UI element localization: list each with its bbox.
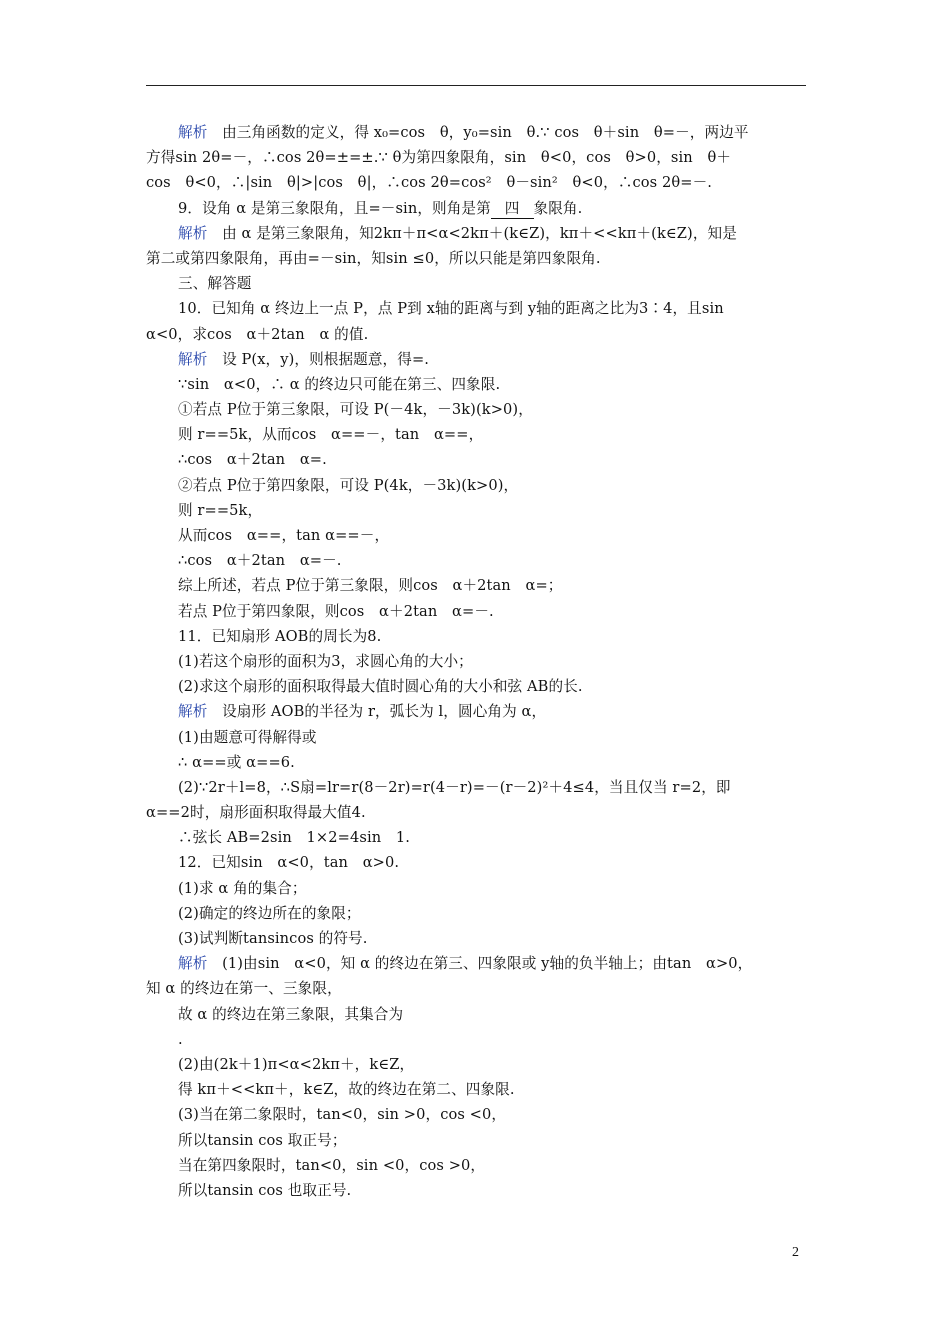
line-text: 10．已知角 α 终边上一点 P，点 P到 x轴的距离与到 y轴的距离之比为3∶4，且sin xyxy=(178,300,724,318)
text-line xyxy=(146,825,806,850)
line-text: (2)∵2r＋l=8，∴S扇=lr=r(8－2r)=r(4－r)=－(r－2)²＋4≤4，当且仅当 r=2，即 xyxy=(178,778,731,796)
header-rule xyxy=(146,85,806,86)
line-text: (3)试判断tansincos 的符号. xyxy=(178,930,368,947)
text-line xyxy=(146,447,806,472)
jiexi-label: 解析 xyxy=(178,224,208,242)
text-line xyxy=(146,750,806,775)
text-line xyxy=(146,725,806,750)
text-line xyxy=(146,1102,806,1127)
line-text: 三、解答题 xyxy=(178,275,252,293)
line-text: 所以tansin cos 也取正号. xyxy=(178,1181,352,1199)
text-line xyxy=(146,347,806,372)
line-text: 知 α 的终边在第一、三象限， xyxy=(146,980,342,998)
text-line xyxy=(146,548,806,573)
line-text: 由 α 是第三象限角，知2kπ＋π<α<2kπ＋(k∈Z)，kπ＋<<kπ＋(k∈Z)，知是 xyxy=(207,224,737,242)
line-text: (1)由sin α<0，知 α 的终边在第三、四象限或 y轴的负半轴上；由tan α>0， xyxy=(207,955,753,973)
text-line xyxy=(146,170,806,195)
jiexi-label: 解析 xyxy=(178,124,208,141)
text-line xyxy=(146,523,806,548)
line-text: 当在第四象限时，tan<0，sin <0，cos >0， xyxy=(178,1156,486,1174)
text-line xyxy=(146,271,806,296)
text-line xyxy=(146,145,806,170)
line-text: (1)求 α 角的集合； xyxy=(178,879,307,897)
line-text: (2)求这个扇形的面积取得最大值时圆心角的大小和弦 AB的长. xyxy=(178,678,583,696)
text-line xyxy=(146,800,806,825)
line-text: 所以tansin cos 取正号； xyxy=(178,1131,347,1149)
text-line xyxy=(146,951,806,976)
line-text: α==2时，扇形面积取得最大值4. xyxy=(146,804,366,822)
text-line xyxy=(146,397,806,422)
text-line xyxy=(146,674,806,699)
text-line xyxy=(146,498,806,523)
line-text: ②若点 P位于第四象限，可设 P(4k，－3k)(k>0)， xyxy=(178,476,519,494)
text-line xyxy=(146,120,806,145)
line-text: (2)由(2k＋1)π<α<2kπ＋，k∈Z， xyxy=(178,1055,415,1073)
line-text: ∴ α==或 α==6. xyxy=(178,753,295,771)
line-text: 若点 P位于第四象限，则cos α＋2tan α=－. xyxy=(178,602,494,620)
answer-blank: 四 xyxy=(491,200,534,219)
line-text: α<0，求cos α＋2tan α 的值. xyxy=(146,325,369,343)
text-line xyxy=(146,1002,806,1027)
text-line xyxy=(146,573,806,598)
text-line xyxy=(146,850,806,875)
text-line xyxy=(146,599,806,624)
line-text: 11．已知扇形 AOB的周长为8. xyxy=(178,627,382,645)
line-text: cos θ<0，∴|sin θ|>|cos θ|，∴cos 2θ=cos² θ－sin² θ<0，∴cos 2θ=－. xyxy=(146,174,713,192)
text-line xyxy=(146,1128,806,1153)
line-text-after: 象限角. xyxy=(533,199,583,217)
text-line xyxy=(146,926,806,951)
line-text: (1)由题意可得解得或 xyxy=(178,728,317,746)
page-number: 2 xyxy=(792,1245,799,1260)
jiexi-label: 解析 xyxy=(178,703,208,721)
text-line xyxy=(146,1027,806,1052)
text-line xyxy=(146,221,806,246)
line-text: (3)当在第二象限时，tan<0，sin >0，cos <0， xyxy=(178,1106,507,1124)
text-line xyxy=(146,196,806,221)
line-text: 综上所述，若点 P位于第三象限，则cos α＋2tan α=； xyxy=(178,577,563,595)
text-line xyxy=(146,649,806,674)
text-line xyxy=(146,775,806,800)
text-line xyxy=(146,473,806,498)
line-text: 从而cos α==，tan α==－， xyxy=(178,527,390,544)
text-line xyxy=(146,901,806,926)
text-line xyxy=(146,322,806,347)
line-text: ①若点 P位于第三象限，可设 P(－4k，－3k)(k>0)， xyxy=(178,401,533,419)
line-text: (2)确定的终边所在的象限； xyxy=(178,904,361,922)
line-text: ∴cos α＋2tan α=－. xyxy=(178,552,342,570)
text-line xyxy=(146,422,806,447)
text-line xyxy=(146,246,806,271)
line-text: ∴弦长 AB=2sin 1×2=4sin 1. xyxy=(178,829,411,847)
line-text: 设 P(x，y)，则根据题意，得=. xyxy=(207,350,430,368)
text-line xyxy=(146,296,806,321)
line-text: 由三角函数的定义，得 x₀=cos θ，y₀=sin θ.∵ cos θ＋sin θ=－，两边平 xyxy=(207,124,749,141)
text-line xyxy=(146,699,806,724)
line-text: . xyxy=(178,1030,183,1048)
line-text: 则 r==5k，从而cos α==－，tan α==， xyxy=(178,426,484,444)
text-line xyxy=(146,1052,806,1077)
line-text-before: 9．设角 α 是第三象限角，且=－sin，则角是第 xyxy=(178,199,491,217)
line-text: 则 r==5k， xyxy=(178,501,263,519)
document-body xyxy=(146,120,806,1203)
line-text: ∵sin α<0，∴ α 的终边只可能在第三、四象限. xyxy=(178,375,501,393)
text-line xyxy=(146,1153,806,1178)
line-text: ∴cos α＋2tan α=. xyxy=(178,451,327,469)
line-text: 得 kπ＋<<kπ＋，k∈Z，故的终边在第二、四象限. xyxy=(178,1081,515,1099)
text-line xyxy=(146,372,806,397)
line-text: 设扇形 AOB的半径为 r，弧长为 l，圆心角为 α， xyxy=(207,703,547,721)
text-line xyxy=(146,624,806,649)
line-text: 第二或第四象限角，再由=－sin，知sin ≤0，所以只能是第四象限角. xyxy=(146,249,601,267)
line-text: (1)若这个扇形的面积为3，求圆心角的大小； xyxy=(178,652,473,670)
text-line xyxy=(146,1178,806,1203)
line-text: 故 α 的终边在第三象限，其集合为 xyxy=(178,1005,404,1023)
text-line xyxy=(146,1077,806,1102)
line-text: 12．已知sin α<0，tan α>0. xyxy=(178,854,400,872)
text-line xyxy=(146,876,806,901)
jiexi-label: 解析 xyxy=(178,350,208,368)
text-line xyxy=(146,976,806,1001)
line-text: 方得sin 2θ=－，∴cos 2θ=±=±.∵ θ为第四象限角，sin θ<0，cos θ>0，sin θ＋ xyxy=(146,149,732,167)
jiexi-label: 解析 xyxy=(178,955,208,973)
